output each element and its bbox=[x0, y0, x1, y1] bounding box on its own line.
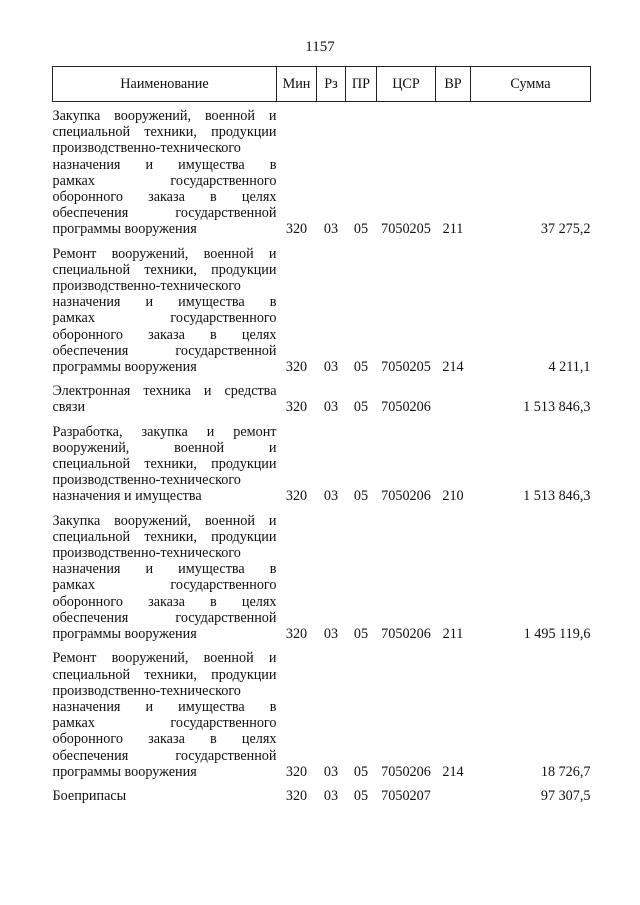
row-rz: 03 bbox=[323, 488, 339, 505]
row-name-line: рамках государственного bbox=[52, 172, 277, 189]
row-name bbox=[53, 780, 277, 804]
row-name bbox=[53, 505, 277, 643]
table-row bbox=[53, 416, 591, 505]
row-min: 320 bbox=[285, 626, 308, 643]
row-pr: 05 bbox=[353, 359, 369, 376]
row-name-line: производственно-технического bbox=[52, 472, 241, 489]
row-csr: 7050207 bbox=[381, 787, 431, 804]
row-rz: 03 bbox=[323, 221, 339, 238]
row-sum: 37 275,2 bbox=[540, 221, 591, 238]
row-name-line: вооружений, военной и bbox=[52, 439, 277, 456]
row-name bbox=[53, 102, 277, 238]
row-name-line: программы вооружения bbox=[52, 359, 197, 376]
table-row bbox=[53, 505, 591, 643]
table-row bbox=[53, 102, 591, 238]
row-vr: 210 bbox=[442, 488, 464, 505]
row-min: 320 bbox=[285, 359, 308, 376]
row-name-line: связи bbox=[52, 399, 86, 416]
col-header-rz: Рз bbox=[317, 67, 346, 102]
table-row bbox=[53, 642, 591, 780]
row-name-line: назначения и имущества в bbox=[52, 294, 277, 311]
row-vr bbox=[436, 780, 471, 804]
row-name-line: Ремонт вооружений, военной и bbox=[52, 245, 277, 262]
row-name bbox=[53, 642, 277, 780]
row-pr: 05 bbox=[353, 763, 369, 780]
row-name-line: программы вооружения bbox=[52, 221, 197, 238]
row-min: 320 bbox=[285, 221, 308, 238]
row-vr: 214 bbox=[442, 763, 464, 780]
row-rz: 03 bbox=[323, 359, 339, 376]
col-header-csr: ЦСР bbox=[377, 67, 436, 102]
row-rz: 03 bbox=[323, 787, 339, 804]
row-csr: 7050205 bbox=[381, 221, 431, 238]
row-name-line: рамках государственного bbox=[52, 310, 277, 327]
row-vr: 211 bbox=[442, 626, 464, 643]
row-name-line: производственно-технического bbox=[52, 545, 241, 562]
row-name bbox=[53, 238, 277, 376]
row-csr: 7050206 bbox=[381, 763, 431, 780]
col-header-pr: ПР bbox=[346, 67, 377, 102]
row-name-line: производственно-технического bbox=[52, 140, 241, 157]
row-rz: 03 bbox=[323, 626, 339, 643]
table-row bbox=[53, 375, 591, 415]
row-pr: 05 bbox=[353, 626, 369, 643]
row-name-line: рамках государственного bbox=[52, 577, 277, 594]
row-name-line: производственно-технического bbox=[52, 682, 241, 699]
row-min: 320 bbox=[285, 488, 308, 505]
row-name-line: программы вооружения bbox=[52, 763, 197, 780]
row-name-line: оборонного заказа в целях bbox=[52, 731, 277, 748]
row-name-line: специальной техники, продукции bbox=[52, 456, 277, 473]
row-sum: 1 513 846,3 bbox=[523, 399, 591, 416]
row-pr: 05 bbox=[353, 488, 369, 505]
row-name-line: Электронная техника и средства bbox=[52, 383, 277, 400]
row-name-line: специальной техники, продукции bbox=[52, 261, 277, 278]
row-name-line: специальной техники, продукции bbox=[52, 666, 277, 683]
row-name-line: обеспечения государственной bbox=[52, 205, 277, 222]
row-name-line: назначения и имущества в bbox=[52, 561, 277, 578]
table-header-row bbox=[53, 67, 591, 102]
table-body bbox=[53, 102, 591, 805]
row-name-line: назначения и имущества в bbox=[52, 156, 277, 173]
row-pr: 05 bbox=[353, 787, 369, 804]
row-name bbox=[53, 416, 277, 505]
row-csr: 7050205 bbox=[381, 359, 431, 376]
budget-table bbox=[52, 66, 591, 804]
row-min: 320 bbox=[285, 399, 308, 416]
table-row bbox=[53, 238, 591, 376]
row-name-line: Разработка, закупка и ремонт bbox=[52, 423, 277, 440]
row-name-line: обеспечения государственной bbox=[52, 342, 277, 359]
row-name-line: Закупка вооружений, военной и bbox=[52, 108, 277, 124]
row-csr: 7050206 bbox=[381, 399, 431, 416]
col-header-vr: ВР bbox=[436, 67, 471, 102]
row-name-line: назначения и имущества в bbox=[52, 698, 277, 715]
row-rz: 03 bbox=[323, 399, 339, 416]
row-sum: 97 307,5 bbox=[540, 787, 591, 804]
row-name-line: оборонного заказа в целях bbox=[52, 189, 277, 206]
row-sum: 1 495 119,6 bbox=[523, 626, 591, 643]
row-name-line: производственно-технического bbox=[52, 278, 241, 295]
row-vr bbox=[436, 375, 471, 415]
row-pr: 05 bbox=[353, 399, 369, 416]
page-number: 1157 bbox=[305, 39, 335, 55]
row-name-line: Ремонт вооружений, военной и bbox=[52, 650, 277, 667]
row-name-line: обеспечения государственной bbox=[52, 747, 277, 764]
row-pr: 05 bbox=[353, 221, 369, 238]
row-name-line: оборонного заказа в целях bbox=[52, 593, 277, 610]
row-name-line: рамках государственного bbox=[52, 715, 277, 732]
col-header-sum: Сумма bbox=[471, 67, 591, 102]
col-header-min: Мин bbox=[277, 67, 317, 102]
row-name-line: Закупка вооружений, военной и bbox=[52, 512, 277, 529]
table-row bbox=[53, 780, 591, 804]
row-rz: 03 bbox=[323, 763, 339, 780]
row-sum: 1 513 846,3 bbox=[523, 488, 591, 505]
row-name-line: оборонного заказа в целях bbox=[52, 326, 277, 343]
row-csr: 7050206 bbox=[381, 626, 431, 643]
col-header-name: Наименование bbox=[53, 67, 277, 102]
row-csr: 7050206 bbox=[381, 488, 431, 505]
row-name-line: назначения и имущества bbox=[52, 488, 202, 505]
row-name-line: специальной техники, продукции bbox=[52, 124, 277, 141]
row-name-line: Боеприпасы bbox=[52, 787, 127, 804]
row-name-line: специальной техники, продукции bbox=[52, 528, 277, 545]
row-name-line: программы вооружения bbox=[52, 626, 197, 643]
row-vr: 214 bbox=[442, 359, 464, 376]
row-min: 320 bbox=[285, 787, 308, 804]
row-sum: 18 726,7 bbox=[540, 763, 591, 780]
row-min: 320 bbox=[285, 763, 308, 780]
row-name bbox=[53, 375, 277, 415]
row-vr: 211 bbox=[442, 221, 464, 238]
row-name-line: обеспечения государственной bbox=[52, 609, 277, 626]
row-sum: 4 211,1 bbox=[548, 359, 591, 376]
